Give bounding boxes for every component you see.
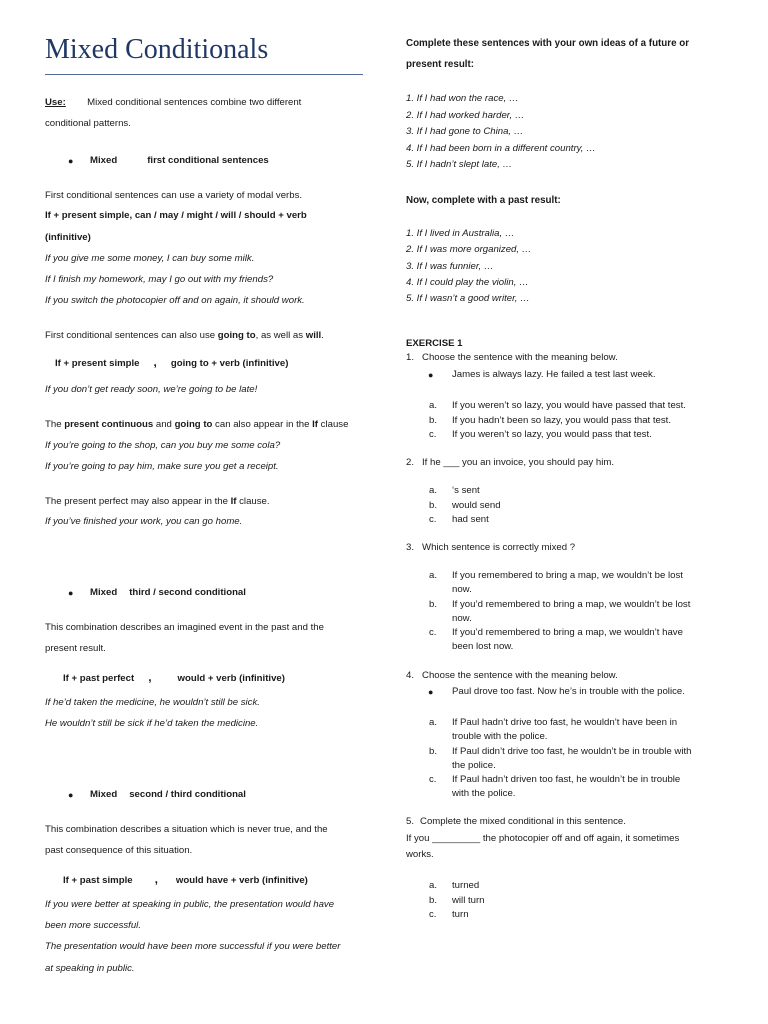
option-text: If you weren’t so lazy, you would have passed that test. [452, 400, 686, 411]
paragraph [45, 330, 324, 341]
option-letter: c. [429, 774, 437, 785]
question-5-sentence: If you _________ the photocopier off and off again, it sometimes [406, 833, 680, 844]
formula: If + present simple, can / may / might / will / should + verb [45, 210, 307, 221]
example: He wouldn’t still be sick if he’d taken the medicine. [45, 718, 259, 729]
question-text: Choose the sentence with the meaning below. [422, 670, 618, 681]
past-list-item: 3. If I was funnier, … [406, 260, 494, 272]
option-letter: c. [429, 514, 437, 525]
question-1 [406, 352, 618, 363]
formula-part: If + past simple [63, 875, 133, 886]
section-heading-first [90, 155, 269, 166]
option-text: turned [452, 880, 480, 891]
text-bold: If [312, 419, 319, 430]
option-text: If Paul hadn’t driven too fast, he wouldn’t be in trouble [452, 774, 681, 785]
paragraph: past consequence of this situation. [45, 845, 193, 856]
future-list-item: 3. If I had gone to China, … [406, 126, 524, 137]
example: If you were better at speaking in public, the presentation would have [45, 899, 335, 910]
option-text: turn [452, 909, 469, 920]
text: and [153, 419, 175, 430]
heading-label: first conditional sentences [147, 155, 269, 166]
question-number: 4. [406, 670, 415, 681]
text: The present perfect may also appear in the [45, 496, 231, 507]
paragraph: This combination describes a situation which is never true, and the [45, 824, 328, 835]
heading-mixed: Mixed [90, 155, 118, 166]
paragraph: present result. [45, 643, 106, 654]
option-letter: a. [429, 717, 438, 728]
exercise-title: EXERCISE 1 [406, 338, 463, 349]
text-bold: If [230, 496, 237, 507]
bullet-icon: ● [68, 790, 74, 800]
option-letter: a. [429, 880, 438, 891]
text-bold: will [305, 330, 322, 341]
option-letter: c. [429, 429, 437, 440]
bullet-icon: ● [428, 687, 434, 697]
past-list-item: 5. If I wasn’t a good writer, … [406, 293, 530, 305]
option-letter: b. [429, 414, 438, 426]
page-title: Mixed Conditionals [45, 34, 269, 65]
use-line-2: conditional patterns. [45, 118, 131, 129]
past-list-item: 2. If I was more organized, … [406, 244, 532, 256]
option-text: with the police. [452, 788, 516, 799]
title-underline [45, 74, 363, 75]
example: been more successful. [45, 920, 141, 931]
question-5 [406, 816, 626, 827]
option-letter: a. [429, 570, 438, 581]
option-text: If you’d remembered to bring a map, we wouldn’t be lost [452, 598, 691, 610]
bullet-icon: ● [428, 370, 434, 380]
heading-mixed: Mixed [90, 789, 118, 800]
example: If you’re going to pay him, make sure you get a receipt. [45, 461, 279, 472]
option-text: If you remembered to bring a map, we wouldn’t be lost [452, 570, 683, 581]
text: First conditional sentences can also use [45, 330, 218, 341]
text: , as well as [255, 330, 306, 341]
formula-part: would + verb (infinitive) [177, 673, 285, 684]
use-line-1 [45, 97, 301, 108]
use-text: Mixed conditional sentences combine two different [87, 97, 302, 108]
formula-part: going to + verb (infinitive) [170, 358, 289, 369]
text-bold: going to [217, 330, 256, 341]
example: If you’re going to the shop, can you buy me some cola? [45, 440, 281, 451]
option-text: now. [452, 612, 472, 624]
text: . [321, 330, 324, 341]
option-text: the police. [452, 759, 496, 771]
option-text: If Paul hadn’t drive too fast, he wouldn’t have been in [452, 717, 678, 728]
option-text: If you’d remembered to bring a map, we wouldn’t have [452, 627, 683, 638]
formula-part: would have + verb (infinitive) [175, 875, 308, 886]
option-letter: b. [429, 745, 438, 757]
text: clause [318, 419, 349, 430]
example: The presentation would have been more successful if you were better [45, 941, 341, 952]
option-letter: a. [429, 485, 438, 496]
formula-comma: , [153, 355, 157, 369]
option-text: If you weren’t so lazy, you would pass that test. [452, 429, 652, 440]
formula: (infinitive) [45, 232, 91, 243]
option-text: trouble with the police. [452, 731, 548, 742]
formula-part: If + past perfect [63, 673, 135, 684]
formula [55, 355, 288, 369]
paragraph [45, 496, 270, 507]
option-text: If Paul didn’t drive too fast, he wouldn’t be in trouble with [452, 745, 692, 757]
past-list-item: 4. If I could play the violin, … [406, 276, 529, 288]
text: can also appear in the [212, 419, 313, 430]
example: If you’ve finished your work, you can go home. [45, 516, 243, 527]
text: clause. [236, 496, 270, 507]
text: The [45, 419, 65, 430]
example: If he’d taken the medicine, he wouldn’t still be sick. [45, 697, 260, 708]
option-letter: a. [429, 400, 438, 411]
question-4-context: Paul drove too fast. Now he’s in trouble with the police. [452, 686, 685, 697]
heading-mixed: Mixed [90, 587, 118, 598]
example: If you give me some money, I can buy some milk. [45, 253, 255, 264]
paragraph [45, 419, 348, 430]
example: If you switch the photocopier off and on again, it should work. [45, 295, 305, 306]
question-text: Complete the mixed conditional in this sentence. [420, 816, 626, 827]
question-1-context: James is always lazy. He failed a test last week. [452, 369, 656, 380]
past-heading: Now, complete with a past result: [406, 195, 561, 206]
option-text: If you hadn’t been so lazy, you would pass that test. [452, 414, 672, 426]
past-list-item: 1. If I lived in Australia, … [406, 228, 515, 239]
option-text: had sent [452, 514, 489, 525]
intro-heading: present result: [406, 59, 475, 70]
section-heading-second-third [90, 789, 246, 800]
option-letter: c. [429, 627, 437, 638]
option-letter: b. [429, 499, 438, 511]
question-number: 5. [406, 816, 415, 827]
option-text: would send [452, 499, 501, 511]
option-letter: b. [429, 894, 438, 906]
question-3 [406, 542, 575, 553]
future-list-item: 2. If I had worked harder, … [406, 109, 525, 121]
option-text: will turn [452, 894, 485, 906]
question-text: If he ___ you an invoice, you should pay him. [422, 457, 615, 468]
question-number: 2. [406, 457, 415, 468]
formula-comma: , [148, 670, 152, 684]
option-letter: c. [429, 909, 437, 920]
future-list-item: 5. If I hadn’t slept late, … [406, 159, 513, 170]
bullet-icon: ● [68, 588, 74, 598]
bullet-icon: ● [68, 156, 74, 166]
heading-label: second / third conditional [129, 789, 246, 800]
heading-label: third / second conditional [129, 587, 246, 598]
future-list-item: 1. If I had won the race, … [406, 93, 519, 104]
example: If I finish my homework, may I go out with my friends? [45, 274, 274, 285]
text-bold: present continuous [64, 419, 154, 430]
formula [63, 670, 285, 684]
text-bold: going to [174, 419, 213, 430]
question-number: 1. [406, 352, 415, 363]
intro-heading: Complete these sentences with your own ideas of a future or [406, 38, 690, 49]
future-list-item: 4. If I had been born in a different country, … [406, 142, 596, 154]
question-2 [406, 457, 614, 468]
paragraph: This combination describes an imagined event in the past and the [45, 622, 324, 633]
question-text: Which sentence is correctly mixed ? [422, 542, 576, 553]
paragraph: First conditional sentences can use a variety of modal verbs. [45, 190, 303, 201]
formula-comma: , [154, 872, 158, 886]
question-4 [406, 670, 618, 681]
question-text: Choose the sentence with the meaning below. [422, 352, 618, 363]
example: at speaking in public. [45, 963, 135, 974]
option-letter: b. [429, 598, 438, 610]
formula-part: If + present simple [55, 358, 140, 369]
option-text: ‘s sent [452, 485, 480, 496]
option-text: now. [452, 584, 472, 595]
example: If you don’t get ready soon, we’re going to be late! [45, 384, 258, 395]
formula [63, 872, 308, 886]
question-5-sentence: works. [406, 849, 434, 860]
section-heading-third-second [90, 587, 246, 598]
option-text: been lost now. [452, 641, 514, 652]
use-label: Use: [45, 97, 66, 108]
question-number: 3. [406, 542, 415, 553]
